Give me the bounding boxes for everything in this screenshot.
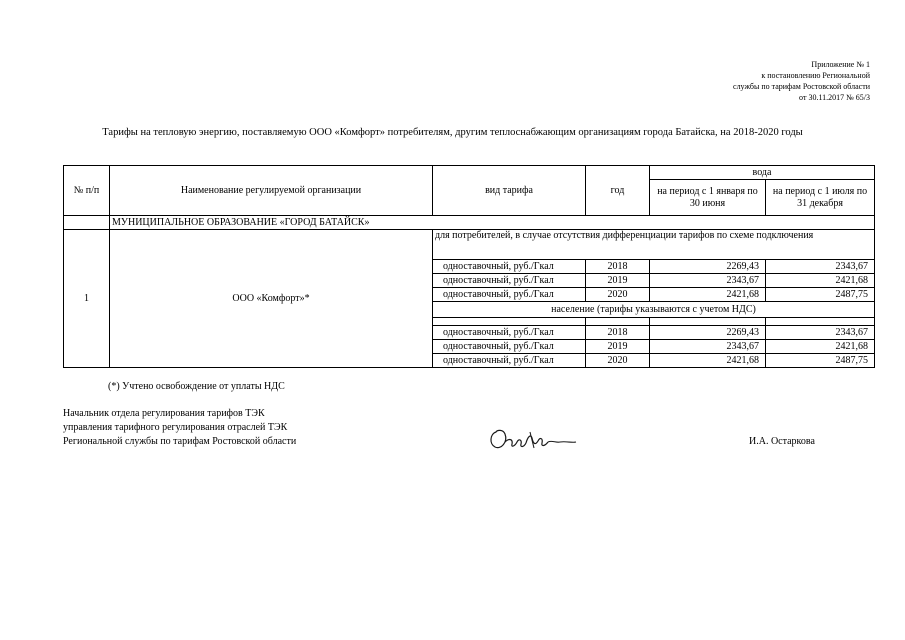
header-period-2: на период с 1 июля по 31 декабря [766, 180, 875, 216]
municipality-row: МУНИЦИПАЛЬНОЕ ОБРАЗОВАНИЕ «ГОРОД БАТАЙСК» [110, 216, 875, 230]
tariff-kind: одноставочный, руб./Гкал [433, 260, 586, 274]
signer-title-line-2: управления тарифного регулирования отраслей ТЭК [63, 422, 288, 433]
tariff-period-1: 2421,68 [650, 354, 766, 368]
spacer-cell [433, 318, 586, 326]
organization-name: ООО «Комфорт»* [110, 230, 433, 368]
tariff-period-1: 2343,67 [650, 340, 766, 354]
signature-icon [486, 424, 578, 459]
signer-name: И.А. Остаркова [749, 436, 815, 447]
row-number: 1 [64, 230, 110, 368]
tariff-period-2: 2421,68 [766, 274, 875, 288]
tariff-year: 2019 [586, 340, 650, 354]
header-year: год [586, 166, 650, 216]
tariff-year: 2019 [586, 274, 650, 288]
tariff-kind: одноставочный, руб./Гкал [433, 354, 586, 368]
appendix-line-4: от 30.11.2017 № 65/3 [799, 93, 870, 102]
tariff-period-1: 2343,67 [650, 274, 766, 288]
header-kind: вид тарифа [433, 166, 586, 216]
tariff-period-1: 2269,43 [650, 326, 766, 340]
tariff-period-2: 2343,67 [766, 260, 875, 274]
group-1-label: для потребителей, в случае отсутствия дифференциации тарифов по схеме подключения [433, 230, 875, 260]
tariff-year: 2020 [586, 354, 650, 368]
tariff-period-1: 2421,68 [650, 288, 766, 302]
tariff-kind: одноставочный, руб./Гкал [433, 274, 586, 288]
signer-block [63, 407, 296, 449]
tariff-year: 2018 [586, 326, 650, 340]
spacer-cell [586, 318, 650, 326]
tariff-table [63, 165, 875, 368]
tariff-kind: одноставочный, руб./Гкал [433, 288, 586, 302]
header-water: вода [650, 166, 875, 180]
group-2-label: население (тарифы указываются с учетом НДС) [433, 302, 875, 318]
appendix-line-1: Приложение № 1 [811, 60, 870, 69]
tariff-year: 2018 [586, 260, 650, 274]
tariff-kind: одноставочный, руб./Гкал [433, 326, 586, 340]
tariff-period-2: 2421,68 [766, 340, 875, 354]
document-title: Тарифы на тепловую энергию, поставляемую ООО «Комфорт» потребителям, другим теплоснабжающим организациям города Батайска, на 2018-2020 годы [102, 127, 803, 138]
tariff-period-2: 2487,75 [766, 354, 875, 368]
header-org: Наименование регулируемой организации [110, 166, 433, 216]
tariff-period-2: 2487,75 [766, 288, 875, 302]
signer-title-line-1: Начальник отдела регулирования тарифов ТЭК [63, 408, 265, 419]
spacer-cell [766, 318, 875, 326]
tariff-year: 2020 [586, 288, 650, 302]
footnote: (*) Учтено освобождение от уплаты НДС [108, 381, 285, 392]
appendix-line-2: к постановлению Региональной [761, 71, 870, 80]
header-period-1: на период с 1 января по 30 июня [650, 180, 766, 216]
appendix-block [733, 59, 870, 103]
header-num: № п/п [64, 166, 110, 216]
spacer-cell [650, 318, 766, 326]
tariff-period-1: 2269,43 [650, 260, 766, 274]
municipality-blank [64, 216, 110, 230]
tariff-kind: одноставочный, руб./Гкал [433, 340, 586, 354]
tariff-period-2: 2343,67 [766, 326, 875, 340]
appendix-line-3: службы по тарифам Ростовской области [733, 82, 870, 91]
signer-title-line-3: Региональной службы по тарифам Ростовской области [63, 436, 297, 447]
